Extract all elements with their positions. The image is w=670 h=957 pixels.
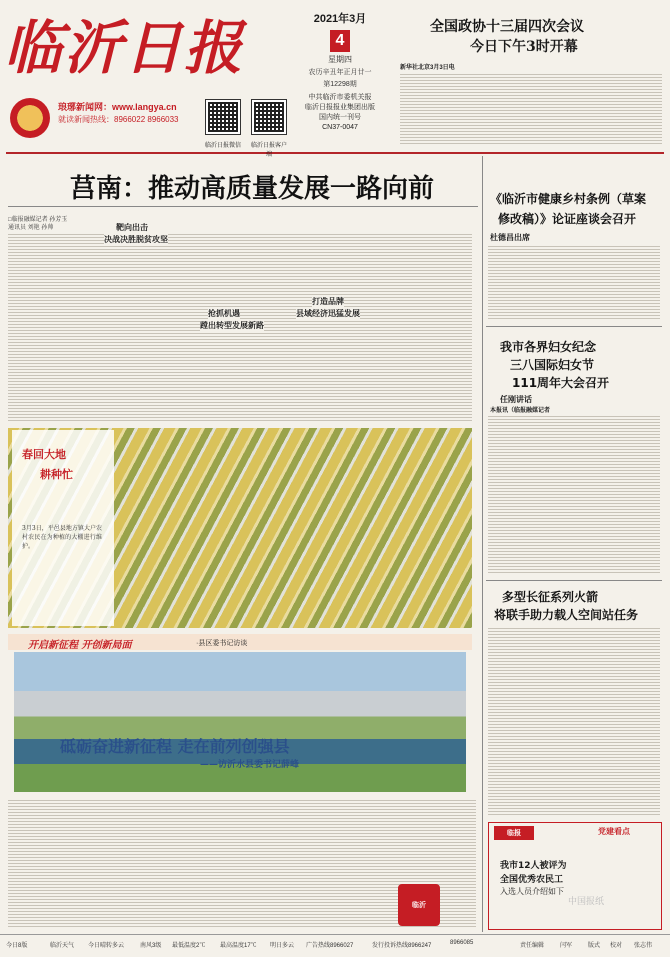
story-title[interactable]: 《临沂市健康乡村条例（草案 [490, 192, 647, 206]
divider [486, 580, 662, 581]
footer-item: 广告热线8966027 [306, 943, 354, 949]
top-news-body [400, 72, 662, 144]
story-body [488, 626, 660, 816]
watermark: 中国报纸 [568, 896, 605, 906]
qr-label: 临沂日报客户端 [250, 143, 287, 158]
hotline-line: 就读新闻热线：8966022 8966033 [58, 115, 179, 124]
date-day: 4 [330, 30, 350, 52]
story-author: 杜德昌出席 [490, 233, 530, 242]
banner-sub: ·县区委书记访谈 [196, 640, 248, 647]
footer-item: 8966085 [450, 940, 474, 946]
footer-item: 临沂天气 [50, 943, 75, 949]
top-news-lead: 新华社北京3月3日电 [400, 65, 455, 71]
lead-byline: □临报融媒记者 孙芳玉 [8, 217, 68, 223]
story-byline: 本报讯（临报融媒记者 [490, 408, 551, 414]
story-body [488, 244, 660, 320]
footer-item: 明日多云 [270, 943, 295, 949]
footer-item: 最低温度2℃ [172, 943, 206, 949]
story-title[interactable]: 111周年大会召开 [512, 376, 610, 390]
ad-title[interactable]: 全国优秀农民工 [500, 875, 564, 885]
city-photo [14, 652, 466, 792]
divider [8, 206, 478, 207]
top-news-title[interactable]: 今日下午3时开幕 [470, 39, 578, 55]
photo-note: 3月3日，平邑县地方镇大户农村农民在为种植的大棚进行维护。 [22, 525, 102, 550]
qr-code-icon [206, 100, 240, 134]
story-title[interactable]: 将联手助力载人空间站任务 [494, 608, 639, 622]
footer-item: 今日晴转多云 [88, 943, 125, 949]
banner-text: 开启新征程 开创新局面 [28, 640, 132, 651]
lead-subhead: 蹚出转型发展新路 [200, 321, 264, 330]
publisher-line: CN37-0047 [322, 124, 358, 131]
footer-item: 闫军 [560, 943, 573, 949]
story-title[interactable]: 我市各界妇女纪念 [500, 340, 597, 354]
footer-item: 责任编辑 [520, 943, 545, 949]
footer-item: 发行投诉热线8966247 [372, 943, 432, 949]
photo-tag: 春回大地 [22, 448, 66, 461]
publisher-info [294, 93, 386, 133]
stamp-icon: 临沂 [398, 884, 440, 926]
interview-subtitle: ——访沂水县委书记薛峰 [200, 760, 300, 770]
story-body [488, 414, 660, 574]
qr-code-icon [252, 100, 286, 134]
publisher-line: 临沂日报报业集团出版 [305, 104, 375, 111]
lunar-date: 农历辛丑年正月廿一 [308, 69, 372, 76]
lead-subhead: 打造品牌 [312, 297, 344, 306]
lead-headline[interactable]: 莒南：推动高质量发展一路向前 [70, 174, 435, 204]
footer-item: 版式 [588, 943, 601, 949]
website-line: 琅琊新闻网：www.langya.cn [58, 102, 177, 112]
footer-item: 最高温度17℃ [220, 943, 257, 949]
footer-item: 张志伟 [634, 943, 653, 949]
story-title[interactable]: 三八国际妇女节 [510, 358, 595, 372]
ad-subtitle: 入选人员介绍如下 [500, 887, 564, 896]
lead-subhead: 决战决胜脱贫攻坚 [104, 235, 168, 244]
photo-tag: 耕种忙 [40, 468, 73, 481]
publisher-line: 国内统一刊号 [319, 114, 361, 121]
date-box [294, 10, 386, 138]
date-weekday: 星期四 [328, 55, 352, 64]
story-title[interactable]: 多型长征系列火箭 [502, 590, 599, 604]
story-author: 任刚讲话 [500, 395, 532, 404]
column-divider [482, 156, 483, 932]
ad-logo: 临报 [494, 826, 534, 840]
story-title[interactable]: 修改稿）》论证座谈会召开 [498, 212, 637, 226]
seal-icon [10, 98, 50, 138]
top-news-title[interactable]: 全国政协十三届四次会议 [430, 19, 584, 35]
publisher-line: 中共临沂市委机关报 [308, 94, 372, 101]
lead-subhead: 县域经济迅猛发展 [296, 309, 360, 318]
divider [486, 326, 662, 327]
lead-byline: 通讯员 刘艳 孙帅 [8, 225, 54, 231]
interview-headline[interactable]: 砥砺奋进新征程 走在前列创强县 [60, 737, 290, 756]
footer-item: 南风3级 [140, 943, 162, 949]
qr-label: 临沂日报微信 [204, 143, 241, 149]
ad-title[interactable]: 我市12人被评为 [500, 861, 567, 871]
lead-subhead: 抢抓机遇 [208, 309, 240, 318]
date-year-month: 2021年3月 [313, 13, 367, 25]
newspaper-logo: 临沂日报 [4, 14, 245, 82]
issue-number: 第12298期 [323, 81, 357, 88]
footer-item: 今日8版 [6, 943, 28, 949]
lead-subhead: 靶向出击 [116, 223, 148, 232]
footer-item: 校对 [610, 943, 623, 949]
ad-head: 党建看点 [598, 827, 630, 836]
